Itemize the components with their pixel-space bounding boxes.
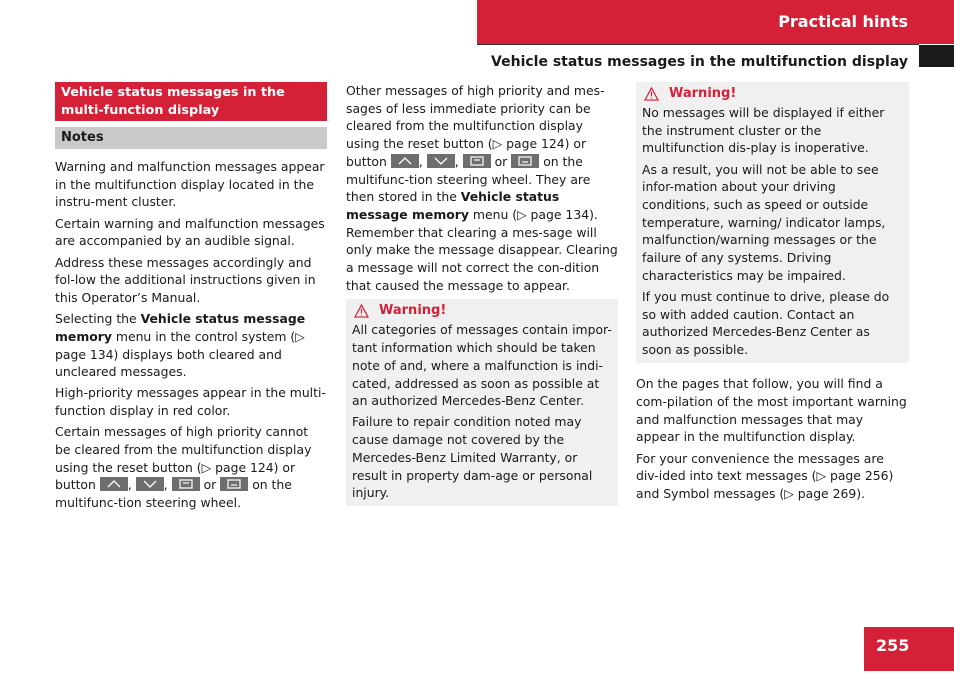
section-title: Practical hints: [778, 12, 908, 31]
text-run: on the multifunc-tion steering wheel. They are then stored in the: [346, 153, 591, 205]
button-reset-icon: [511, 154, 539, 168]
button-up-icon: [391, 154, 419, 168]
paragraph: If you must continue to drive, please do so with added caution. Contact an authorized Mercedes-Benz Center as soon as possible.: [642, 289, 890, 358]
warning-title: Warning!: [379, 303, 447, 319]
warning-box: [636, 82, 909, 363]
paragraph: No messages will be displayed if either the instrument cluster or the multifunction dis-play is inoperative.: [642, 105, 885, 156]
section-heading: Vehicle status messages in the multi-function display: [55, 82, 327, 121]
page-link[interactable]: ▷ page 269).: [784, 486, 866, 502]
text-run: Selecting the: [55, 311, 141, 327]
text-run: ,: [454, 153, 459, 169]
paragraph: As a result, you will not be able to see infor-mation about your driving conditions, such as speed or outside temperature, warning/ indicator lamps, malfunction/warning messages or the failure of any systems. Driving characteristics may be impaired.: [642, 161, 886, 283]
section-tab: [477, 0, 954, 44]
paragraph: Certain warning and malfunction messages are accompanied by an audible signal.: [55, 215, 325, 249]
warning-box: [346, 299, 618, 506]
paragraph: [55, 310, 327, 381]
page-link[interactable]: ▷ page 256) and Symbol messages (: [636, 468, 894, 502]
text-run: menu in the control system (: [111, 328, 296, 344]
bold-term: Vehicle status message memory: [55, 311, 306, 344]
page-subtitle: Vehicle status messages in the multifunction display: [491, 54, 908, 70]
page-number: 255: [876, 636, 910, 655]
warning-triangle-icon: [354, 304, 369, 318]
text-run: on the multifunc-tion steering wheel.: [55, 477, 292, 511]
header-rule: [477, 44, 919, 45]
paragraph: [636, 450, 909, 503]
column-2: [346, 82, 618, 506]
text-run: ,: [163, 477, 168, 493]
button-up-icon: [100, 477, 128, 491]
page-link[interactable]: ▷ page 124) or button: [346, 136, 587, 169]
warning-triangle-icon: [644, 87, 659, 101]
text-run: ,: [127, 477, 132, 493]
button-down-icon: [427, 154, 455, 168]
page-link[interactable]: ▷ page 124) or button: [55, 459, 296, 493]
paragraph: On the pages that follow, you will find a com-pilation of the most important warning and malfunction messages that may appear in the multifunction display.: [636, 376, 907, 445]
bold-term: Vehicle status message memory: [346, 189, 560, 222]
text-run: menu (: [468, 206, 518, 222]
notes-heading: Notes: [55, 127, 327, 149]
page-link[interactable]: ▷ page 134) displays both cleared and uncleared messages.: [55, 328, 305, 380]
text-run: For your convenience the messages are div-ided into text messages (: [636, 450, 884, 484]
button-down-icon: [136, 477, 164, 491]
column-1: [55, 82, 327, 515]
page-number-tab: [864, 627, 954, 671]
paragraph: [346, 82, 618, 294]
text-run: or: [494, 153, 508, 169]
paragraph: All categories of messages contain impor-tant information which should be taken note of and, where a malfunction is indi-cated, addressed as soon as possible at an authorized Mercedes-Benz Center.: [352, 322, 612, 409]
paragraph: Failure to repair condition noted may cause damage not covered by the Mercedes-Benz Limited Warranty, or result in property dam-age or personal injury.: [352, 414, 593, 501]
button-reset-icon: [220, 477, 248, 491]
page-link[interactable]: ▷ page 134). Remember that clearing a mes-sage will only make the message disappear. Clearing a message will not correct the con-dition that caused the message to appear.: [346, 206, 618, 293]
paragraph: High-priority messages appear in the multi-function display in red color.: [55, 385, 326, 419]
text-run: Other messages of high priority and mes-sages of less immediate priority can be cleared from the multifunction display using the reset button (: [346, 83, 605, 152]
button-phone-icon: [172, 477, 200, 491]
button-phone-icon: [463, 154, 491, 168]
text-run: ,: [418, 153, 423, 169]
warning-title: Warning!: [669, 86, 737, 101]
thumb-tab: [919, 45, 954, 67]
paragraph: Address these messages accordingly and fol-low the additional instructions given in this Operator’s Manual.: [55, 254, 316, 305]
text-run: Certain messages of high priority cannot be cleared from the multifunction display using the reset button (: [55, 424, 312, 475]
paragraph: [55, 423, 327, 512]
text-run: or: [203, 477, 217, 493]
column-3: [636, 82, 909, 506]
paragraph: Warning and malfunction messages appear in the multifunction display located in the instru-ment cluster.: [55, 159, 325, 210]
